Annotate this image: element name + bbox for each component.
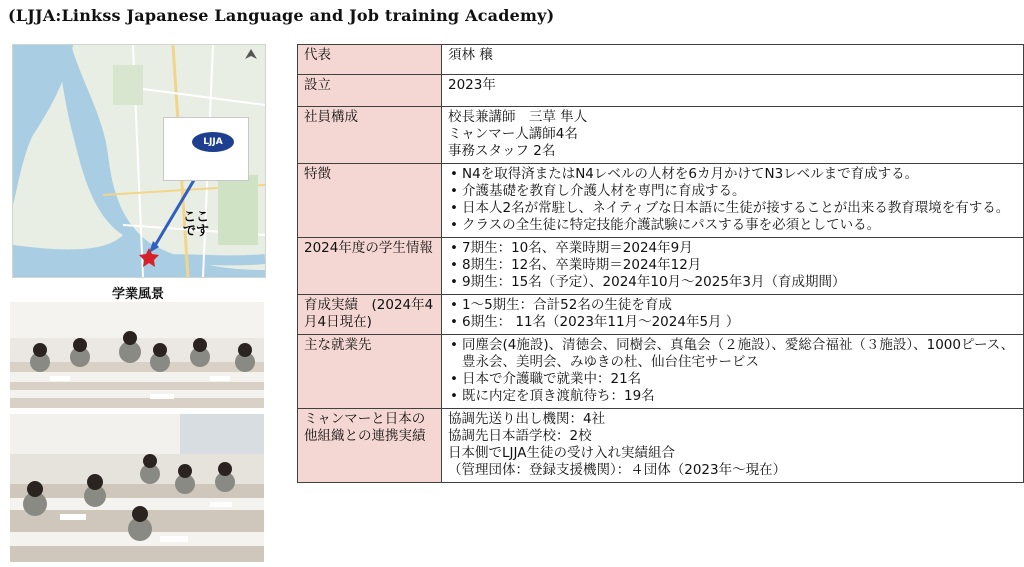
location-map — [12, 44, 266, 278]
row-label: 設立 — [298, 75, 442, 107]
row-value: 2023年 — [442, 75, 1024, 107]
classroom-photo-2 — [10, 414, 264, 562]
partners-line: 協調先送り出し機関：4社 — [448, 411, 606, 427]
list-item: • 9期生：15名（予定）、2024年10月～2025年3月（育成期間） — [462, 274, 1017, 291]
academy-info-table — [297, 44, 1024, 483]
row-value — [442, 107, 1024, 164]
photos-caption: 学業風景 — [111, 287, 164, 302]
ljja-logo: LJJA — [192, 132, 234, 152]
location-marker-label — [183, 211, 213, 239]
classroom-photo-1 — [10, 302, 264, 408]
row-label: 育成実績 (2024年4月4日現在) — [298, 295, 442, 335]
row-label: ミャンマーと日本の他組織との連携実績 — [298, 409, 442, 483]
list-item: • 日本で介護職で就業中：21名 — [462, 371, 1017, 388]
table-row-results — [298, 295, 1024, 335]
row-label: 主な就業先 — [298, 335, 442, 409]
table-row-features — [298, 164, 1024, 238]
list-item: • 1～5期生：合計52名の生徒を育成 — [462, 297, 1017, 314]
table-row-partners — [298, 409, 1024, 483]
row-label: 2024年度の学生情報 — [298, 238, 442, 295]
list-item: • クラスの全生徒に特定技能介護試験にパスする事を必須としている。 — [462, 217, 1017, 234]
row-value: 須林 穣 — [442, 45, 1024, 75]
list-item: • 既に内定を頂き渡航待ち：19名 — [462, 388, 1017, 405]
table-row-representative — [298, 45, 1024, 75]
partners-line: （管理団体：登録支援機関）：４団体（2023年～現在） — [448, 462, 787, 478]
table-row-established — [298, 75, 1024, 107]
table-row-employers — [298, 335, 1024, 409]
page-title: (LJJA:Linkss Japanese Language and Job training Academy) — [8, 6, 555, 25]
table-row-students — [298, 238, 1024, 295]
list-item: • 同塵会(4施設)、清徳会、同樹会、真亀会（２施設）、愛総合福祉（３施設）、1000ピース、豊永会、美明会、みゆきの杜、仙台住宅サービス — [462, 337, 1017, 371]
list-item: • 8期生：12名、卒業時期＝2024年12月 — [462, 257, 1017, 274]
row-value — [442, 164, 1024, 238]
row-value — [442, 409, 1024, 483]
row-value — [442, 295, 1024, 335]
list-item: • N4を取得済またはN4レベルの人材を6カ月かけてN3レベルまで育成する。 — [462, 166, 1017, 183]
marker-label-text: ここです — [183, 210, 210, 239]
row-label: 特徴 — [298, 164, 442, 238]
partners-line: 日本側でLJJA生徒の受け入れ実績組合 — [448, 445, 675, 461]
ljja-logo-box — [163, 117, 249, 181]
staff-line: 校長兼講師 三草 隼人 — [448, 109, 588, 125]
row-label: 社員構成 — [298, 107, 442, 164]
list-item: • 7期生：10名、卒業時期＝2024年9月 — [462, 240, 1017, 257]
row-label: 代表 — [298, 45, 442, 75]
list-item: • 6期生： 11名（2023年11月～2024年5月 ） — [462, 314, 1017, 331]
partners-line: 協調先日本語学校：2校 — [448, 428, 592, 444]
list-item: • 日本人2名が常駐し、ネイティブな日本語に生徒が接することが出来る教育環境を有する。 — [462, 200, 1017, 217]
list-item: • 介護基礎を教育し介護人材を専門に育成する。 — [462, 183, 1017, 200]
staff-line: 事務スタッフ 2名 — [448, 143, 556, 159]
table-row-staff — [298, 107, 1024, 164]
row-value — [442, 335, 1024, 409]
row-value — [442, 238, 1024, 295]
staff-line: ミャンマー人講師4名 — [448, 126, 578, 142]
